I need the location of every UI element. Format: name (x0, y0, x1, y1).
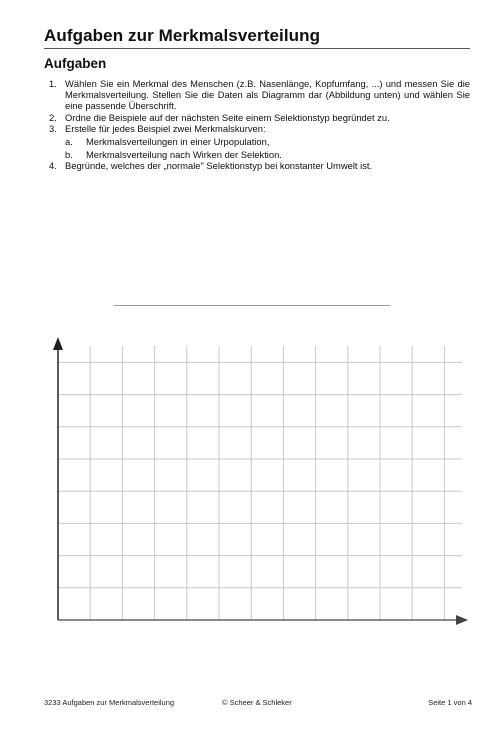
section-heading: Aufgaben (44, 56, 107, 71)
footer-left: 3233 Aufgaben zur Merkmalsverteilung (44, 698, 175, 707)
diagram-heading-line (114, 305, 390, 306)
task-number: 1. (49, 78, 57, 89)
subtask-letter: a. (65, 136, 73, 148)
page-title: Aufgaben zur Merkmalsverteilung (44, 26, 321, 45)
task-text: Wählen Sie ein Merkmal des Menschen (z.B. Nasenlänge, Kopfumfang, ...) und messen Sie die Merkmalsverteilung. Stellen Sie die Daten als Diagramm dar (Abbildung unten) und wählen Sie eine passende Überschrift. (65, 78, 470, 112)
task-item-1 (44, 78, 470, 112)
title-divider (44, 48, 470, 49)
task-text: Begründe, welches der „normale" Selektionstyp bei konstanter Umwelt ist. (65, 160, 373, 172)
subtask-text: Merkmalsverteilung nach Wirken der Selektion. (86, 149, 282, 161)
task-number: 4. (49, 160, 57, 172)
task-number: 3. (49, 122, 57, 134)
subtask-letter: b. (65, 149, 73, 161)
footer-center: © Scheer & Schleker (222, 698, 292, 707)
grid-lines (58, 346, 462, 620)
task-list (44, 78, 470, 172)
subtask-list (65, 136, 470, 160)
empty-diagram-grid (44, 336, 474, 628)
task-text: Erstelle für jedes Beispiel zwei Merkmalskurven: (65, 122, 266, 134)
subtask-item-b (65, 149, 470, 160)
subtask-item-a (65, 136, 470, 147)
task-number: 2. (49, 111, 57, 123)
task-item-4 (44, 160, 470, 171)
x-axis-arrowhead-icon (456, 615, 468, 625)
task-item-3 (44, 123, 470, 161)
task-text: Ordne die Beispiele auf der nächsten Seite einem Selektionstyp begründet zu. (65, 111, 390, 123)
task-item-2 (44, 112, 470, 123)
subtask-text: Merkmalsverteilungen in einer Urpopulation, (86, 136, 270, 148)
footer-right: Seite 1 von 4 (428, 698, 472, 707)
y-axis-arrowhead-icon (53, 337, 63, 350)
